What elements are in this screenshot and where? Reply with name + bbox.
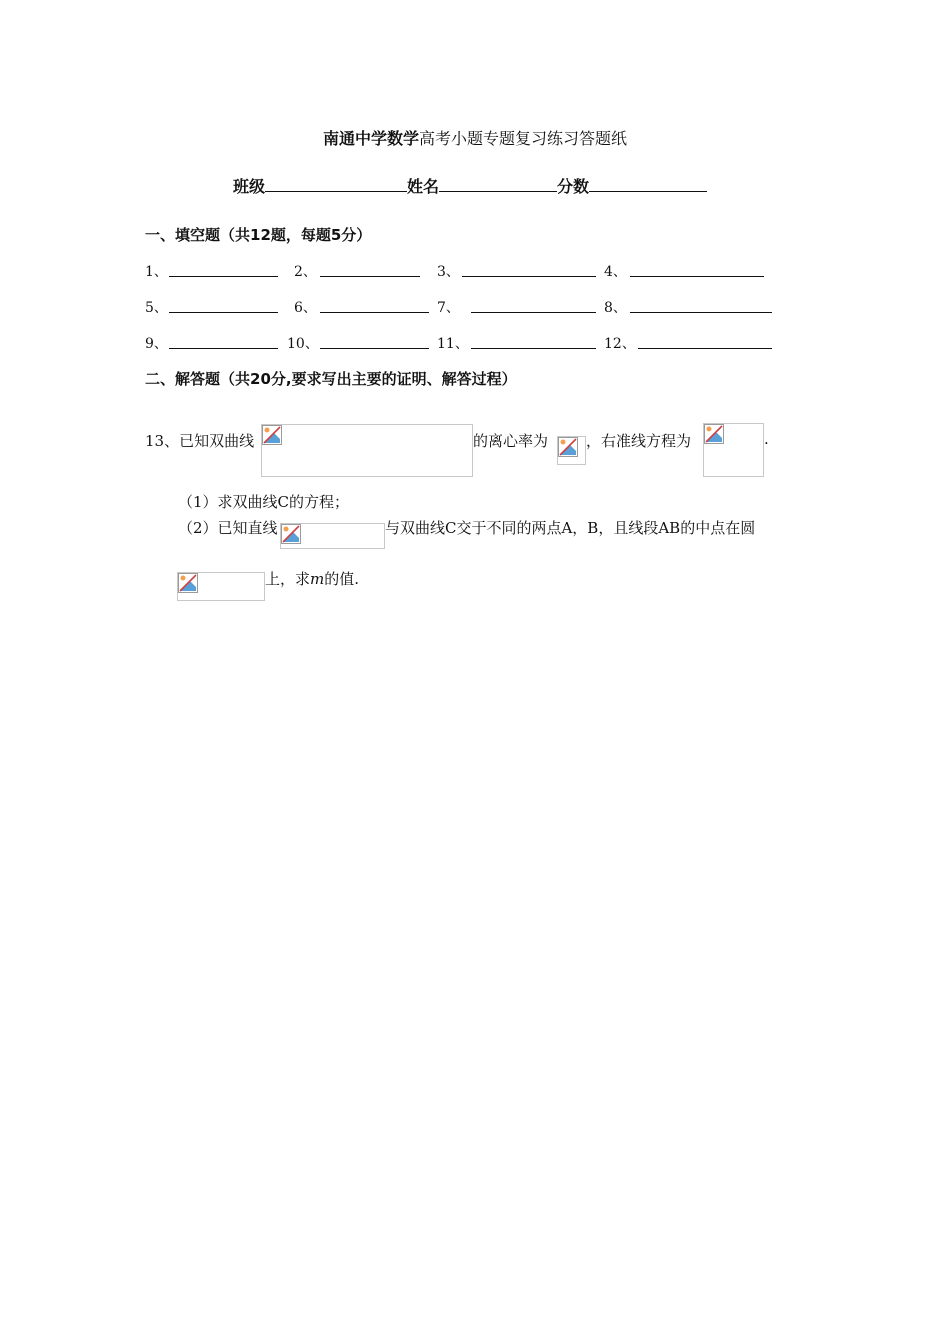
q13-part3-suffix: 的值. [324,570,360,588]
class-blank[interactable] [265,177,407,192]
name-label: 姓名 [407,177,440,196]
q13-prefix: 13、已知双曲线 [145,432,255,450]
answer-blank[interactable] [320,276,420,277]
answer-blank[interactable] [630,312,772,313]
broken-image-icon [281,524,301,544]
answer-blank[interactable] [320,348,429,349]
q13-period: . [764,430,769,448]
section-fill-in-heading: 一、填空题（共12题，每题5分） [145,226,372,244]
directrix-equation-image [703,423,764,477]
question-number: 11、 [437,336,469,352]
q13-directrix-text: ，右准线方程为 [586,432,692,450]
title-school: 南通中学数学 [322,129,419,148]
answer-blank[interactable] [471,312,596,313]
question-number: 4、 [604,264,627,280]
answer-blank[interactable] [169,276,278,277]
q13-part2-suffix: 与双曲线C交于不同的两点A，B，且线段AB的中点在圆 [385,519,756,537]
question-number: 1、 [145,264,168,280]
broken-image-icon [558,437,578,457]
broken-image-icon [704,424,724,444]
section-solution-heading: 二、解答题（共20分,要求写出主要的证明、解答过程） [145,370,517,388]
name-blank[interactable] [439,177,557,192]
question-number: 2、 [294,264,317,280]
circle-equation-image [177,572,265,601]
title-rest: 高考小题专题复习练习答题纸 [419,129,628,148]
question-number: 8、 [604,300,627,316]
answer-blank[interactable] [638,348,772,349]
answer-blank[interactable] [630,276,764,277]
question-number: 12、 [604,336,636,352]
question-number: 10、 [287,336,319,352]
answer-blank[interactable] [320,312,429,313]
q13-part3-prefix: 上，求 [265,570,311,588]
q13-part2-prefix: （2）已知直线 [178,519,278,537]
variable-m: m [310,570,325,588]
question-number: 7、 [437,300,460,316]
question-number: 3、 [437,264,460,280]
answer-blank[interactable] [471,348,596,349]
question-number: 9、 [145,336,168,352]
class-label: 班级 [233,177,266,196]
broken-image-icon [178,573,198,593]
score-label: 分数 [557,177,590,196]
q13-eccentricity-text: 的离心率为 [473,432,549,450]
answer-blank[interactable] [169,348,278,349]
broken-image-icon [262,425,282,445]
page-title [0,126,950,149]
question-number: 6、 [294,300,317,316]
answer-blank[interactable] [169,312,278,313]
q13-part1: （1）求双曲线C的方程； [178,493,350,511]
score-blank[interactable] [589,177,707,192]
student-info-line [233,174,707,197]
q13-part3 [265,568,359,589]
answer-blank[interactable] [462,276,596,277]
line-equation-image [280,523,385,549]
hyperbola-equation-image [261,424,473,477]
eccentricity-value-image [557,436,586,465]
question-number: 5、 [145,300,168,316]
